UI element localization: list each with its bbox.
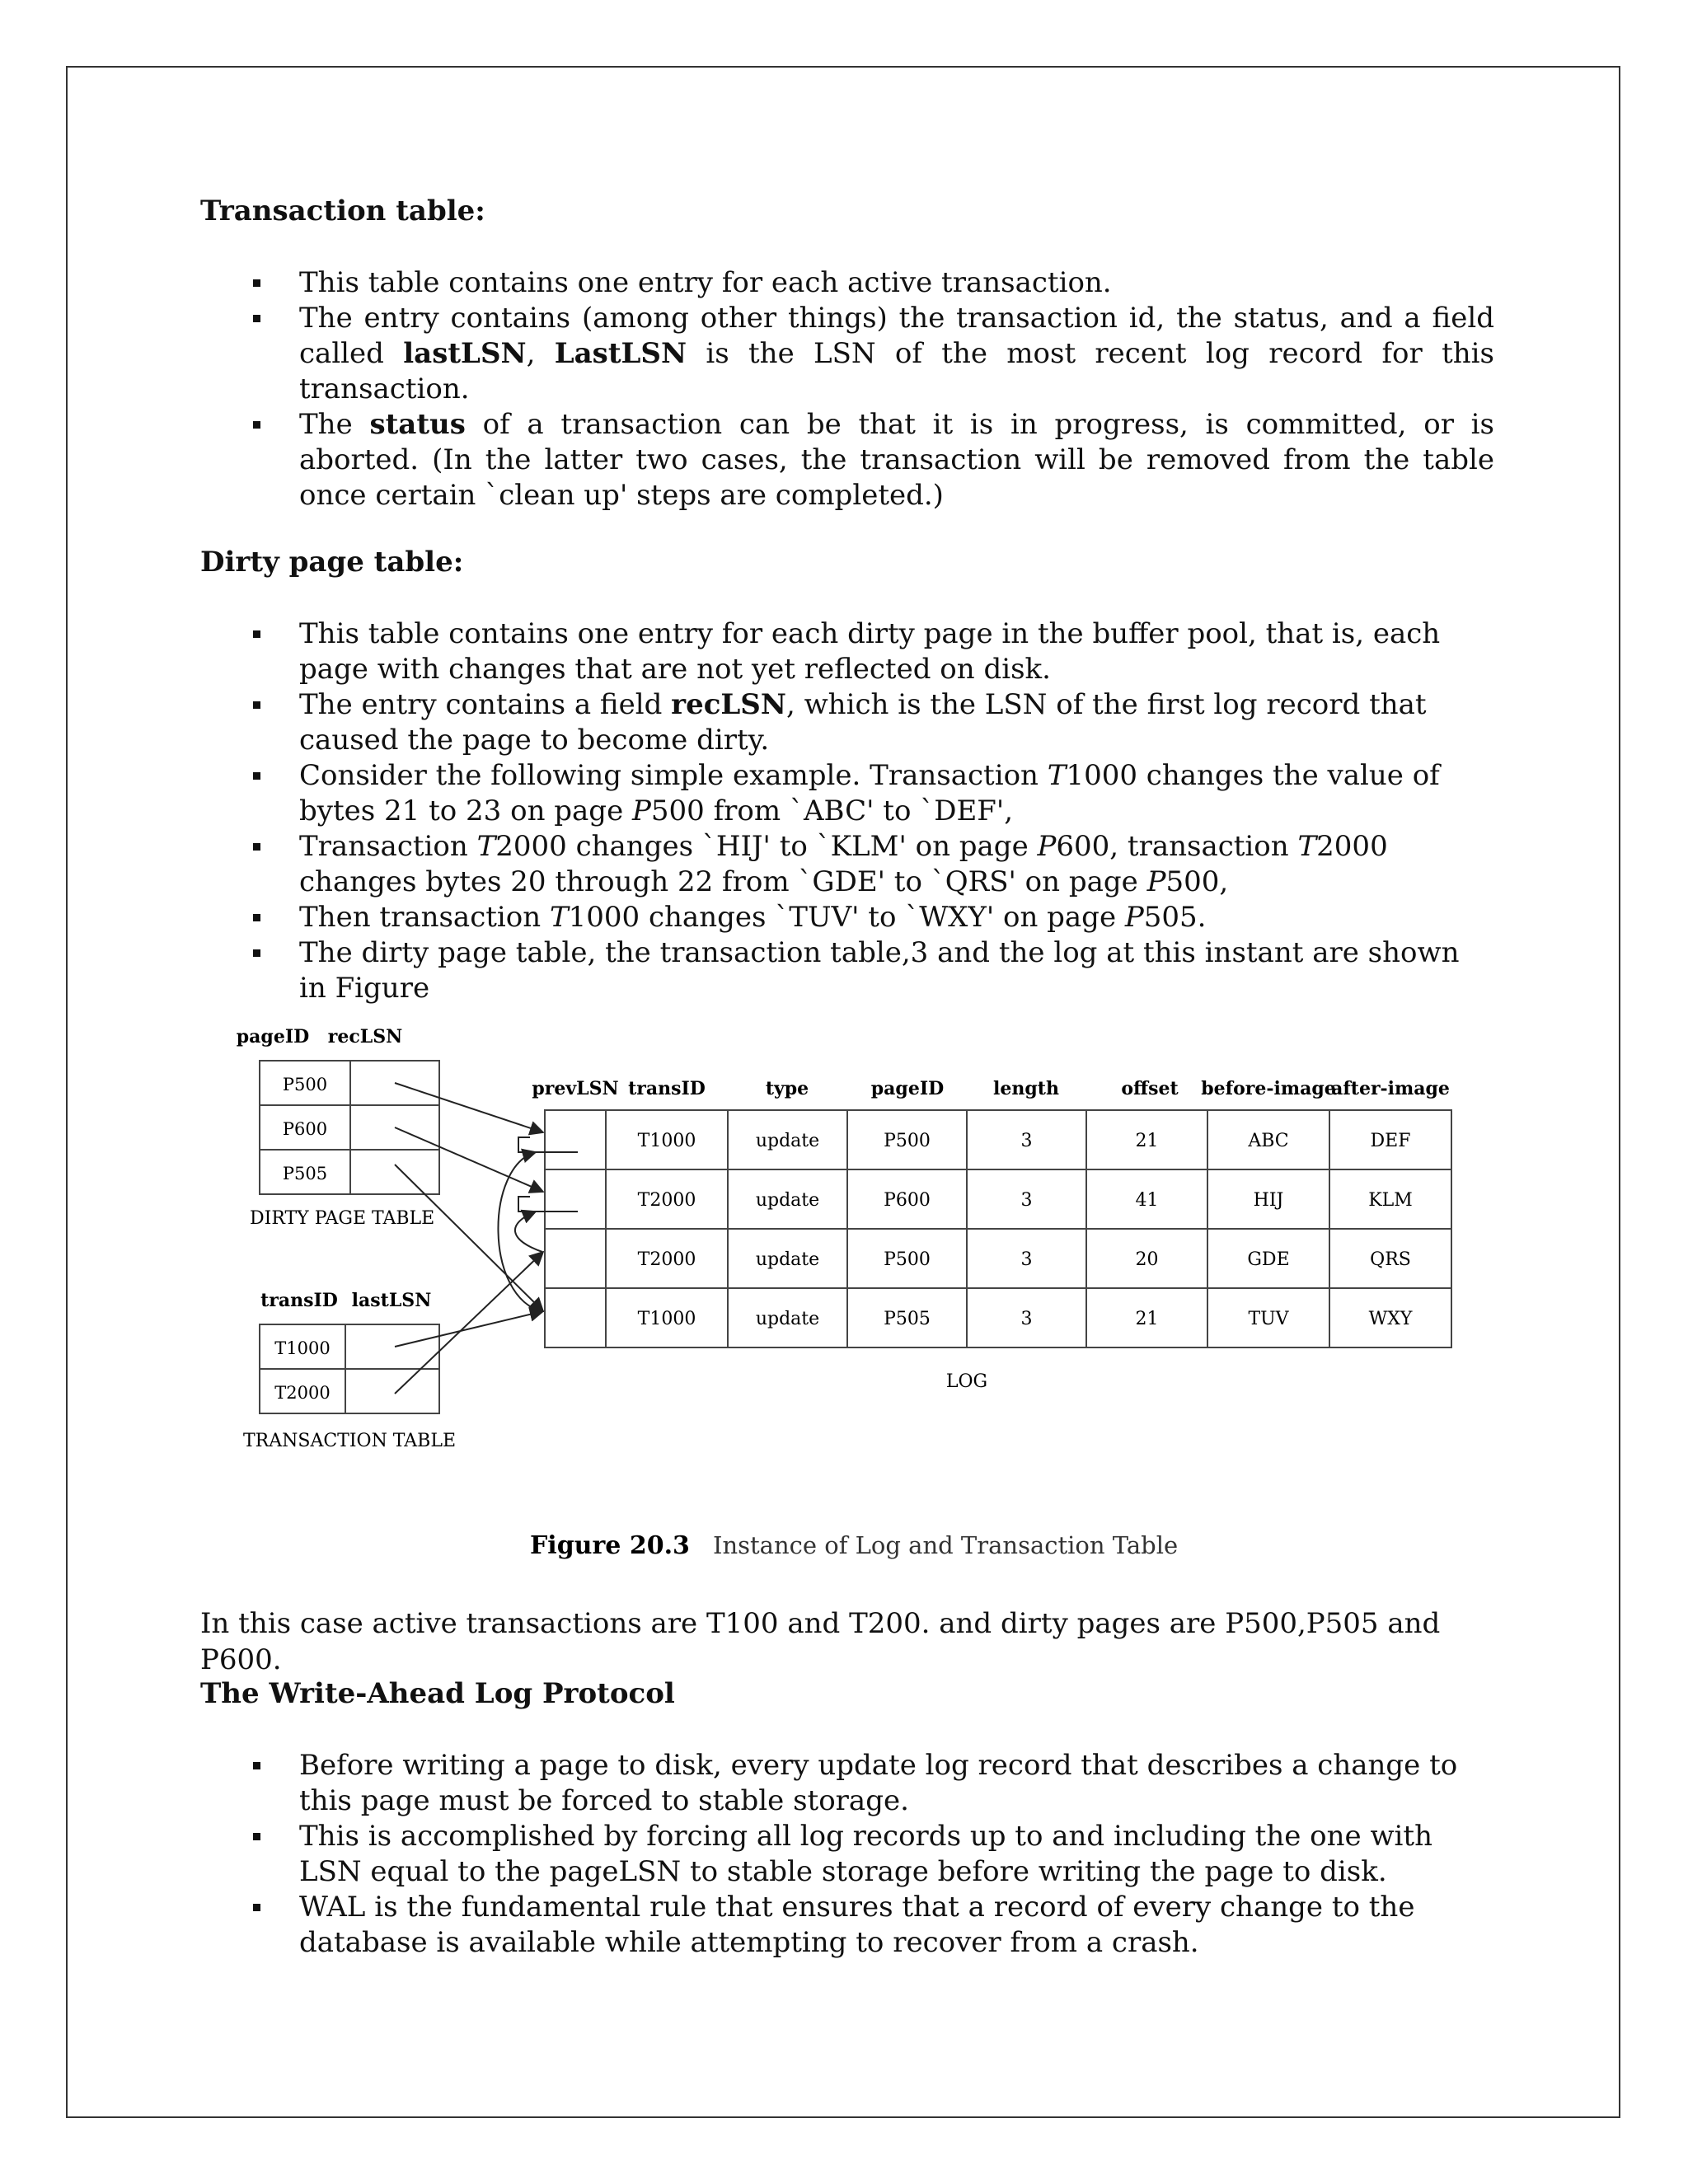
figure-caption-number: Figure 20.3 (530, 1531, 690, 1560)
log-cell: HIJ (1253, 1190, 1284, 1211)
list-item: Consider the following simple example. Transaction T1000 changes the value of bytes 21 to 23 on page P500 from `ABC' to `DEF', (200, 758, 1494, 829)
wal-heading: The Write-Ahead Log Protocol (200, 1677, 675, 1710)
list-item: The dirty page table, the transaction table,3 and the log at this instant are shown in Figure (200, 935, 1494, 1006)
list-item: WAL is the fundamental rule that ensures that a record of every change to the database is available while attempting to recover from a crash. (200, 1890, 1494, 1961)
log-header-after-image: after-image (1331, 1078, 1450, 1099)
log-cell: 3 (1020, 1131, 1033, 1151)
log-label: LOG (945, 1371, 988, 1392)
list-item: This table contains one entry for each dirty page in the buffer pool, that is, each page with changes that are not yet reflected on disk. (200, 616, 1494, 687)
log-cell: update (755, 1309, 820, 1329)
list-item: Then transaction T1000 changes `TUV' to `WXY' on page P505. (200, 900, 1494, 935)
arrow-p500-reclsn (395, 1083, 543, 1132)
arrow-t1000-lastlsn (395, 1311, 543, 1347)
log-table (532, 1078, 1451, 1392)
log-cell: GDE (1247, 1249, 1290, 1270)
log-cell: 21 (1135, 1309, 1159, 1329)
dirty-page-table (237, 1026, 439, 1229)
dirty-table-header-reclsn: recLSN (327, 1026, 403, 1047)
log-cell: P500 (884, 1249, 931, 1270)
transaction-table-header-transid: transID (260, 1290, 338, 1311)
log-header-pageid: pageID (870, 1078, 945, 1099)
log-cells (638, 1131, 1413, 1329)
dirty-table-header-pageid: pageID (236, 1026, 310, 1047)
list-item: This table contains one entry for each active transaction. (200, 265, 1494, 301)
dirty-table-cell: P505 (282, 1164, 328, 1183)
prevlsn-null-row1 (518, 1137, 578, 1152)
log-cell: KLM (1368, 1190, 1413, 1211)
log-cell: T1000 (637, 1131, 696, 1151)
transaction-table-list (200, 265, 1494, 513)
list-item: The entry contains a field recLSN, which is the LSN of the first log record that caused the page to become dirty. (200, 687, 1494, 758)
wal-list (200, 1748, 1494, 1961)
dirty-table-label: DIRTY PAGE TABLE (250, 1208, 435, 1229)
log-headers (532, 1078, 1450, 1099)
list-item: Transaction T2000 changes `HIJ' to `KLM' on page P600, transaction T2000 changes bytes 20 through 22 from `GDE' to `QRS' on page P500, (200, 829, 1494, 900)
log-cell: update (755, 1190, 820, 1211)
list-item: Before writing a page to disk, every update log record that describes a change to this page must be forced to stable storage. (200, 1748, 1494, 1819)
log-header-prevlsn: prevLSN (532, 1078, 619, 1099)
log-cell: T1000 (637, 1309, 696, 1329)
arrow-t2000-lastlsn (395, 1252, 543, 1394)
log-cell: 3 (1020, 1190, 1033, 1211)
dirty-page-table-list (200, 616, 1494, 1006)
log-cell: 3 (1020, 1309, 1033, 1329)
transaction-table-cell: T1000 (274, 1338, 331, 1358)
transaction-table (243, 1290, 456, 1451)
transaction-table-cell: T2000 (274, 1383, 331, 1403)
log-cell: 21 (1135, 1131, 1159, 1151)
list-item: The status of a transaction can be that it is in progress, is committed, or is aborted. (In the latter two cases, the transaction will be removed from the table once certain `clean up' steps are completed.) (200, 407, 1494, 513)
log-cell: update (755, 1249, 820, 1270)
active-transactions-paragraph: In this case active transactions are T100 and T200. and dirty pages are P500,P505 and P600. (200, 1607, 1441, 1676)
log-cell: T2000 (637, 1190, 696, 1211)
figure-caption-text: Instance of Log and Transaction Table (713, 1531, 1179, 1559)
log-header-transid: transID (628, 1078, 706, 1099)
log-figure (200, 1018, 1494, 1611)
log-cell: 3 (1020, 1249, 1033, 1270)
log-cell: T2000 (637, 1249, 696, 1270)
prevlsn-arrow-row4 (498, 1152, 542, 1311)
log-cell: P505 (884, 1309, 931, 1329)
log-cell: DEF (1370, 1131, 1411, 1151)
log-cell: TUV (1248, 1309, 1289, 1329)
log-cell: P600 (884, 1190, 931, 1211)
dirty-table-cell: P600 (282, 1119, 328, 1139)
log-cell: 20 (1135, 1249, 1159, 1270)
prevlsn-arrows (498, 1137, 578, 1311)
log-cell: 41 (1135, 1190, 1159, 1211)
list-item: This is accomplished by forcing all log records up to and including the one with LSN equal to the pageLSN to stable storage before writing the page to disk. (200, 1819, 1494, 1890)
transaction-table-arrows (395, 1252, 543, 1394)
log-cell: ABC (1248, 1131, 1289, 1151)
transaction-table-header-lastlsn: lastLSN (351, 1290, 432, 1311)
dirty-page-table-heading: Dirty page table: (200, 546, 464, 579)
dirty-table-cell: P500 (282, 1075, 328, 1094)
log-header-offset: offset (1121, 1078, 1179, 1099)
log-header-type: type (765, 1078, 809, 1099)
log-header-before-image: before-image (1201, 1078, 1336, 1099)
transaction-table-label: TRANSACTION TABLE (243, 1431, 457, 1451)
log-cell: WXY (1368, 1309, 1413, 1329)
list-item: The entry contains (among other things) the transaction id, the status, and a field called lastLSN, LastLSN is the LSN of the most recent log record for this transaction. (200, 301, 1494, 407)
prevlsn-arrow-row3 (515, 1212, 542, 1252)
transaction-table-heading: Transaction table: (200, 194, 485, 227)
log-cell: update (755, 1131, 820, 1151)
log-cell: P500 (884, 1131, 931, 1151)
prevlsn-null-row2 (518, 1197, 578, 1212)
log-cell: QRS (1370, 1249, 1411, 1270)
log-header-length: length (993, 1078, 1059, 1099)
